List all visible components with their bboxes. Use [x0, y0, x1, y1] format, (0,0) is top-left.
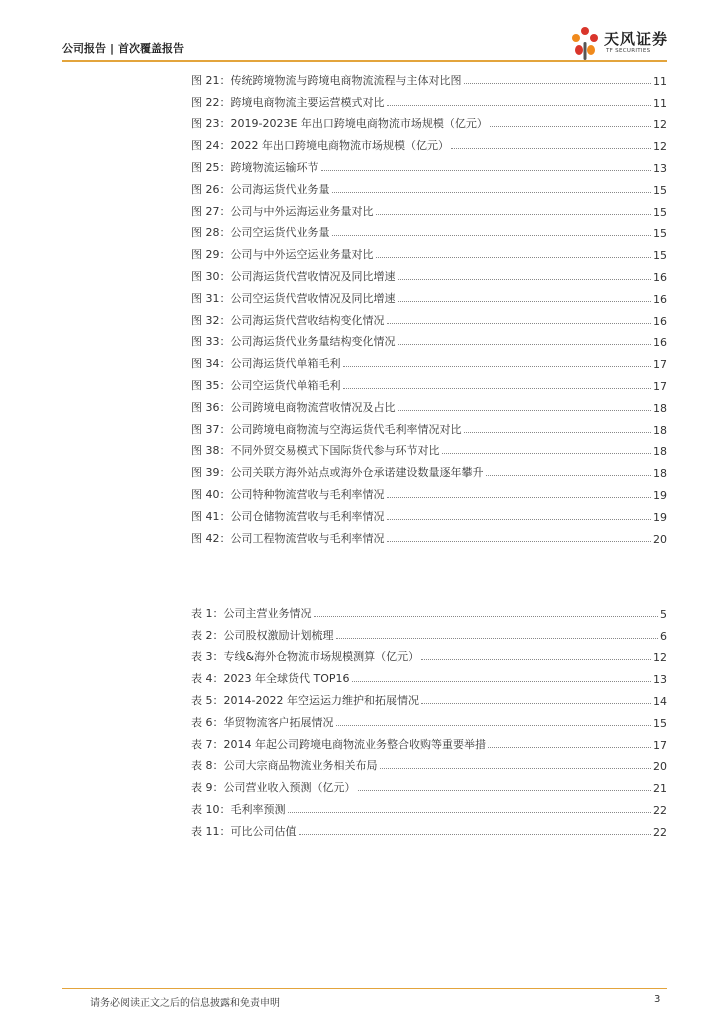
- toc-leader-dots: [332, 235, 652, 236]
- toc-entry-label: 表 2：公司股权激励计划梳理: [191, 628, 334, 642]
- figure-index-row[interactable]: [191, 393, 667, 415]
- figure-index-row[interactable]: [191, 502, 667, 524]
- figure-index-row[interactable]: [191, 524, 667, 546]
- toc-leader-dots: [336, 725, 652, 726]
- toc-entry-label: 表 3：专线&海外仓物流市场规模测算（亿元）: [191, 650, 420, 664]
- toc-leader-dots: [343, 366, 652, 367]
- toc-entry-page: 19: [653, 488, 667, 502]
- toc-entry-page: 22: [653, 803, 667, 817]
- toc-entry-label: 表 1：公司主营业务情况: [191, 606, 312, 620]
- figure-index-row[interactable]: [191, 415, 667, 437]
- toc-entry-label: 图 24：2022 年出口跨境电商物流市场规模（亿元）: [191, 139, 449, 153]
- toc-entry-page: 18: [653, 445, 667, 459]
- table-index: [191, 599, 667, 839]
- toc-entry-page: 16: [653, 314, 667, 328]
- toc-leader-dots: [376, 257, 652, 258]
- toc-entry-page: 16: [653, 292, 667, 306]
- figure-index-row[interactable]: [191, 88, 667, 110]
- toc-entry-page: 19: [653, 510, 667, 524]
- toc-leader-dots: [336, 638, 659, 639]
- toc-leader-dots: [380, 768, 652, 769]
- figure-index: [191, 66, 667, 546]
- report-header: [62, 40, 184, 56]
- table-index-row[interactable]: [191, 752, 667, 774]
- toc-entry-label: 图 21：传统跨境物流与跨境电商物流流程与主体对比图: [191, 73, 462, 87]
- toc-leader-dots: [387, 497, 652, 498]
- figure-index-row[interactable]: [191, 240, 667, 262]
- toc-entry-label: 图 35：公司空运货代单箱毛利: [191, 378, 341, 392]
- toc-entry-label: 图 25：跨境物流运输环节: [191, 160, 319, 174]
- toc-entry-label: 图 26：公司海运货代业务量: [191, 182, 330, 196]
- toc-entry-label: 图 29：公司与中外运空运业务量对比: [191, 248, 374, 262]
- toc-entry-label: 图 41：公司仓储物流营收与毛利率情况: [191, 509, 385, 523]
- toc-entry-label: 表 6：华贸物流客户拓展情况: [191, 715, 334, 729]
- figure-index-row[interactable]: [191, 349, 667, 371]
- figure-index-row[interactable]: [191, 131, 667, 153]
- figure-index-row[interactable]: [191, 262, 667, 284]
- header-rule: [62, 60, 667, 62]
- toc-entry-label: 表 11：可比公司估值: [191, 824, 297, 838]
- toc-leader-dots: [451, 148, 651, 149]
- toc-leader-dots: [398, 344, 652, 345]
- toc-entry-label: 图 42：公司工程物流营收与毛利率情况: [191, 531, 385, 545]
- toc-entry-page: 12: [653, 118, 667, 132]
- toc-entry-label: 表 7：2014 年起公司跨境电商物流业务整合收购等重要举措: [191, 737, 486, 751]
- toc-leader-dots: [332, 192, 652, 193]
- toc-leader-dots: [488, 747, 651, 748]
- logo-flower-icon: [568, 26, 602, 62]
- toc-entry-label: 图 31：公司空运货代营收情况及同比增速: [191, 291, 396, 305]
- toc-leader-dots: [464, 83, 652, 84]
- figure-index-row[interactable]: [191, 306, 667, 328]
- toc-entry-label: 图 36：公司跨境电商物流营收情况及占比: [191, 400, 396, 414]
- toc-entry-label: 图 40：公司特种物流营收与毛利率情况: [191, 487, 385, 501]
- toc-entry-label: 表 8：公司大宗商品物流业务相关布局: [191, 759, 378, 773]
- toc-leader-dots: [421, 703, 651, 704]
- table-index-row[interactable]: [191, 795, 667, 817]
- tf-securities-logo: [568, 26, 678, 62]
- figure-index-row[interactable]: [191, 153, 667, 175]
- toc-entry-page: 12: [653, 140, 667, 154]
- toc-entry-page: 6: [660, 629, 667, 643]
- toc-leader-dots: [398, 279, 652, 280]
- toc-leader-dots: [288, 812, 652, 813]
- toc-entry-page: 11: [653, 96, 667, 110]
- toc-entry-label: 表 4：2023 年全球货代 TOP16: [191, 672, 350, 686]
- figure-index-row[interactable]: [191, 371, 667, 393]
- toc-entry-label: 表 5：2014-2022 年空运运力维护和拓展情况: [191, 693, 419, 707]
- table-index-row[interactable]: [191, 773, 667, 795]
- toc-leader-dots: [299, 834, 652, 835]
- toc-entry-page: 11: [653, 74, 667, 88]
- toc-entry-page: 17: [653, 379, 667, 393]
- footer-disclaimer: 请务必阅读正文之后的信息披露和免责申明: [90, 998, 280, 1009]
- toc-leader-dots: [486, 475, 652, 476]
- table-index-row[interactable]: [191, 730, 667, 752]
- toc-entry-page: 22: [653, 825, 667, 839]
- figure-index-row[interactable]: [191, 197, 667, 219]
- toc-leader-dots: [352, 681, 652, 682]
- toc-entry-page: 15: [653, 205, 667, 219]
- table-index-row[interactable]: [191, 664, 667, 686]
- toc-leader-dots: [376, 214, 652, 215]
- figure-index-row[interactable]: [191, 480, 667, 502]
- toc-entry-page: 20: [653, 532, 667, 546]
- figure-index-row[interactable]: [191, 328, 667, 350]
- toc-entry-label: 表 9：公司营业收入预测（亿元）: [191, 781, 356, 795]
- report-category: 公司报告: [62, 42, 106, 55]
- toc-leader-dots: [343, 388, 652, 389]
- footer-rule: [62, 988, 667, 989]
- figure-index-row[interactable]: [191, 66, 667, 88]
- toc-entry-page: 20: [653, 760, 667, 774]
- toc-leader-dots: [358, 790, 652, 791]
- toc-entry-label: 图 38：不同外贸交易模式下国际货代参与环节对比: [191, 444, 440, 458]
- toc-leader-dots: [421, 659, 651, 660]
- toc-entry-page: 13: [653, 673, 667, 687]
- toc-leader-dots: [442, 453, 652, 454]
- table-index-row[interactable]: [191, 817, 667, 839]
- toc-entry-page: 15: [653, 227, 667, 241]
- toc-entry-label: 图 28：公司空运货代业务量: [191, 226, 330, 240]
- toc-entry-page: 15: [653, 249, 667, 263]
- footer-page-number: 3: [654, 994, 661, 1005]
- toc-entry-page: 16: [653, 270, 667, 284]
- toc-entry-label: 图 39：公司关联方海外站点或海外仓承诺建设数量逐年攀升: [191, 466, 484, 480]
- figure-index-row[interactable]: [191, 219, 667, 241]
- toc-entry-label: 图 27：公司与中外运海运业务量对比: [191, 204, 374, 218]
- toc-entry-page: 15: [653, 716, 667, 730]
- logo-name-en: TF SECURITIES: [606, 48, 651, 54]
- figure-index-row[interactable]: [191, 175, 667, 197]
- toc-entry-label: 图 34：公司海运货代单箱毛利: [191, 357, 341, 371]
- toc-entry-label: 图 32：公司海运货代营收结构变化情况: [191, 313, 385, 327]
- toc-leader-dots: [314, 616, 659, 617]
- toc-entry-page: 17: [653, 358, 667, 372]
- logo-name-cn: 天风证券: [604, 30, 669, 48]
- toc-entry-page: 18: [653, 401, 667, 415]
- table-index-row[interactable]: [191, 621, 667, 643]
- header-separator: |: [110, 42, 115, 55]
- figure-index-row[interactable]: [191, 284, 667, 306]
- figure-index-row[interactable]: [191, 458, 667, 480]
- toc-leader-dots: [387, 105, 652, 106]
- toc-entry-label: 图 23：2019-2023E 年出口跨境电商物流市场规模（亿元）: [191, 117, 488, 131]
- toc-entry-label: 图 33：公司海运货代业务量结构变化情况: [191, 335, 396, 349]
- toc-leader-dots: [387, 541, 652, 542]
- toc-entry-label: 表 10：毛利率预测: [191, 802, 286, 816]
- toc-leader-dots: [387, 519, 652, 520]
- toc-entry-label: 图 37：公司跨境电商物流与空海运货代毛利率情况对比: [191, 422, 462, 436]
- toc-entry-page: 18: [653, 423, 667, 437]
- table-index-row[interactable]: [191, 643, 667, 665]
- toc-entry-page: 21: [653, 782, 667, 796]
- toc-entry-page: 16: [653, 336, 667, 350]
- toc-entry-label: 图 30：公司海运货代营收情况及同比增速: [191, 269, 396, 283]
- toc-leader-dots: [398, 410, 652, 411]
- figure-index-row[interactable]: [191, 110, 667, 132]
- toc-leader-dots: [490, 126, 651, 127]
- report-subcategory: 首次覆盖报告: [118, 42, 185, 55]
- table-index-row[interactable]: [191, 599, 667, 621]
- toc-leader-dots: [387, 323, 652, 324]
- toc-entry-page: 12: [653, 651, 667, 665]
- toc-entry-page: 15: [653, 183, 667, 197]
- toc-entry-page: 17: [653, 738, 667, 752]
- toc-entry-label: 图 22：跨境电商物流主要运营模式对比: [191, 95, 385, 109]
- toc-entry-page: 14: [653, 694, 667, 708]
- figure-index-row[interactable]: [191, 437, 667, 459]
- table-index-row[interactable]: [191, 708, 667, 730]
- toc-leader-dots: [464, 432, 652, 433]
- toc-leader-dots: [398, 301, 652, 302]
- toc-entry-page: 13: [653, 161, 667, 175]
- toc-leader-dots: [321, 170, 652, 171]
- table-index-row[interactable]: [191, 686, 667, 708]
- toc-entry-page: 5: [660, 607, 667, 621]
- toc-entry-page: 18: [653, 467, 667, 481]
